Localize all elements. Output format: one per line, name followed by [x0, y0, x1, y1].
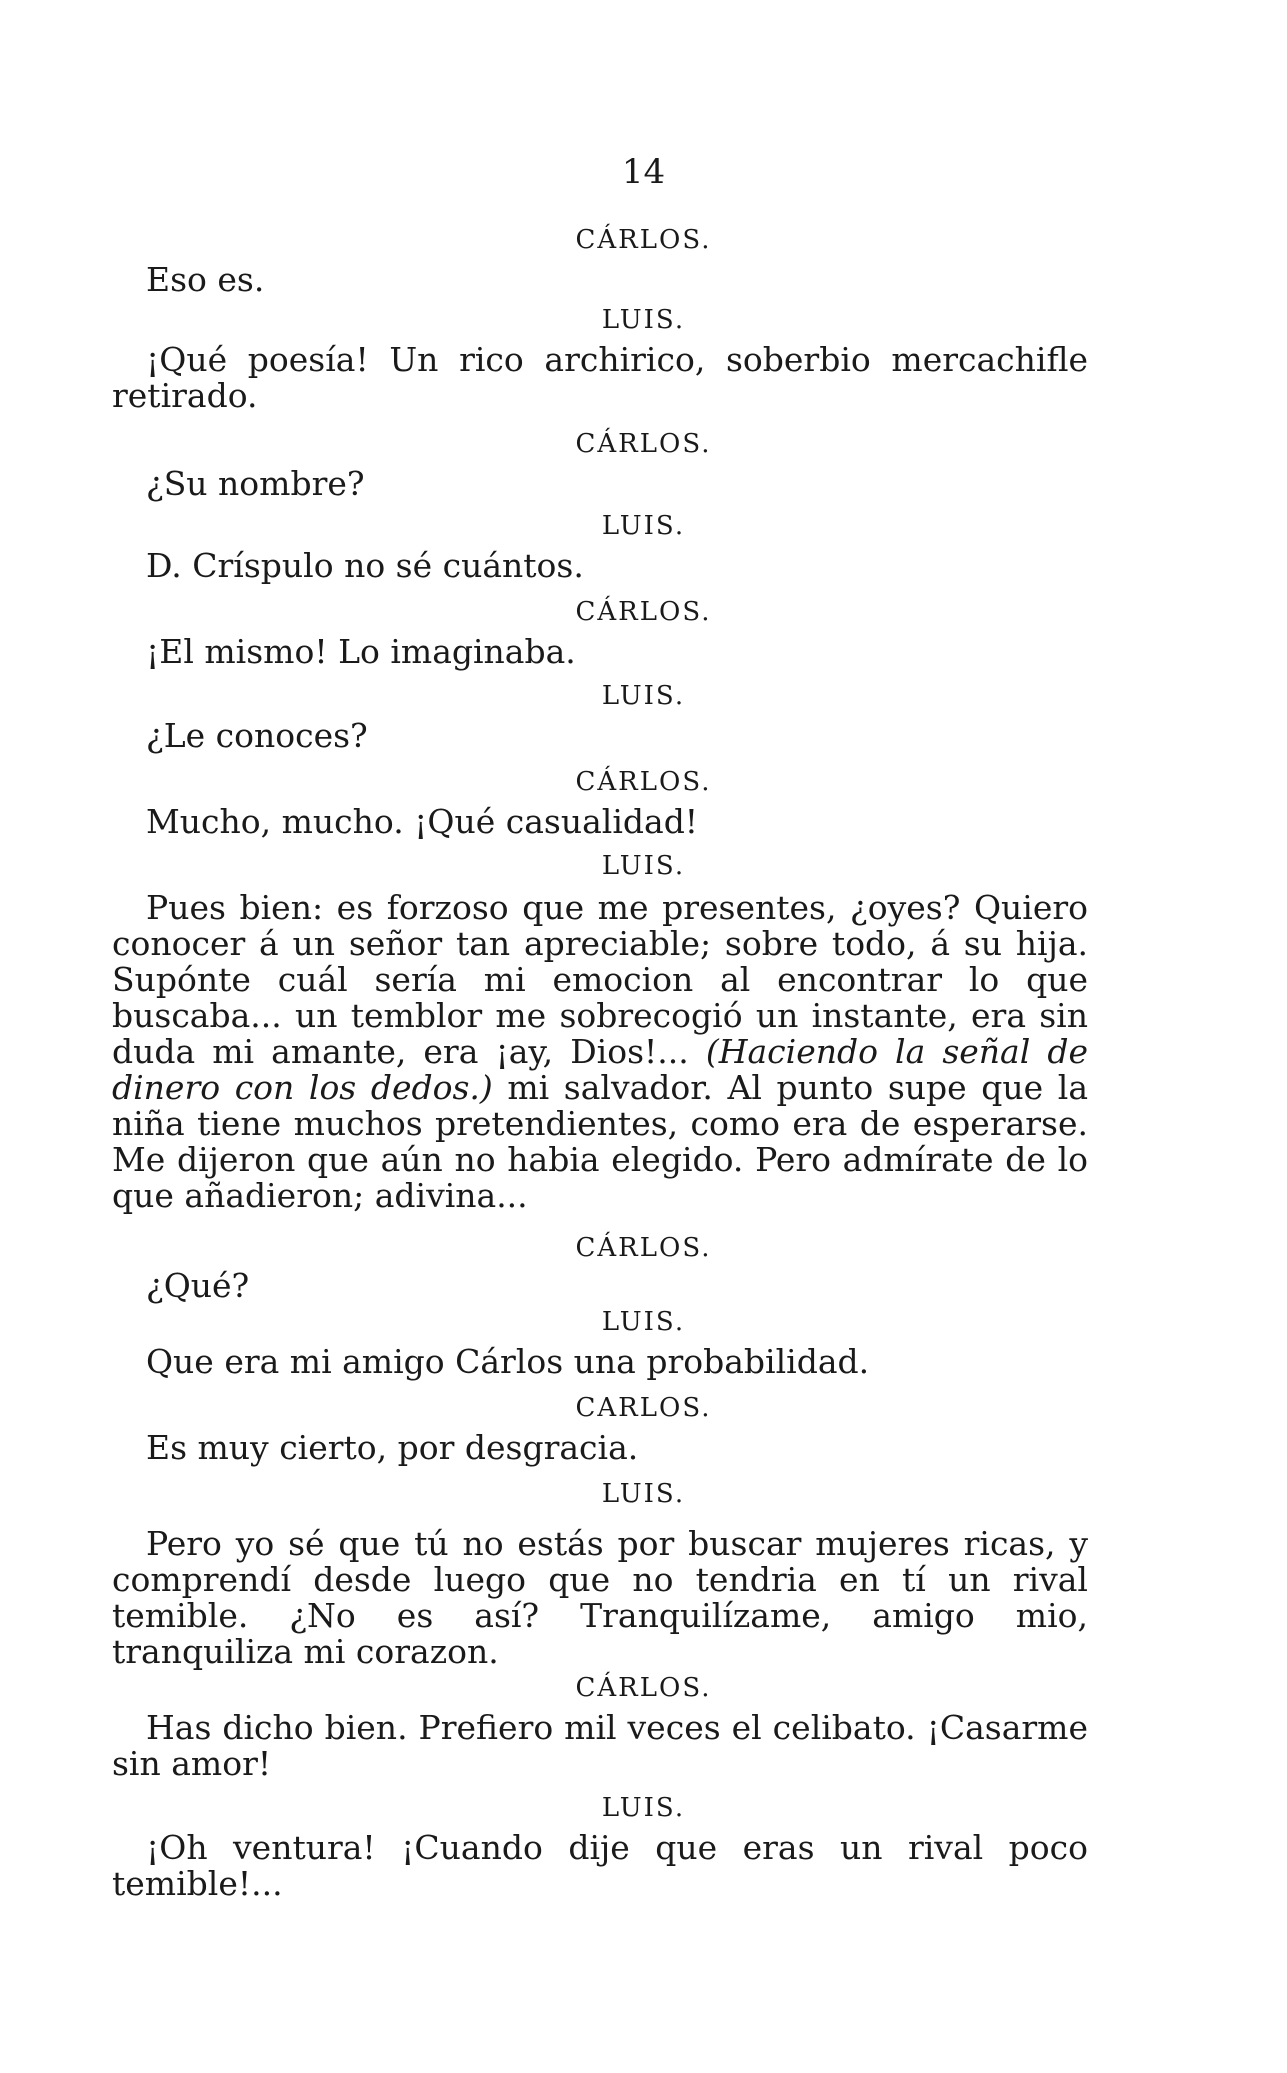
stage-direction: (Haciendo la señal de dinero con los dedos.) [112, 1032, 1088, 1107]
speech-line: ¡Qué poesía! Un rico archirico, soberbio mercachifle retirado. [112, 340, 1088, 415]
speech-paragraph: ¡Oh ventura! ¡Cuando dije que eras un rival poco temible!... [112, 1828, 1088, 1903]
speaker-label: LUIS. [601, 1307, 686, 1337]
speech-line: ¿Le conoces? [146, 716, 368, 755]
speaker-label: LUIS. [601, 851, 686, 881]
speech-paragraph: Has dicho bien. Prefiero mil veces el celibato. ¡Casarme sin amor! [112, 1708, 1088, 1783]
speaker-label: CÁRLOS. [575, 225, 712, 255]
speech-line: Eso es. [146, 260, 265, 299]
speaker-label: CÁRLOS. [575, 597, 712, 627]
speech-paragraph: Pero yo sé que tú no estás por buscar mujeres ricas, y comprendí desde luego que no tendria en tí un rival temible. ¿No es así? Tranquilízame, amigo mio, tranquiliza mi corazon. [112, 1524, 1088, 1671]
speech-line: D. Críspulo no sé cuántos. [146, 546, 584, 585]
speaker-label: CÁRLOS. [575, 767, 712, 797]
speaker-label: LUIS. [601, 1793, 686, 1823]
speech-line: Es muy cierto, por desgracia. [146, 1428, 639, 1467]
speaker-label: CARLOS. [575, 1393, 712, 1423]
speaker-label: CÁRLOS. [575, 1233, 712, 1263]
page-number: 14 [621, 152, 666, 192]
speaker-label: LUIS. [601, 1479, 686, 1509]
speech-text: mi salvador. Al punto supe que la niña tiene muchos pretendientes, como era de esperarse. Me dijeron que aún no habia elegido. Pero admírate de lo que añadieron; adivina... [112, 1068, 1088, 1215]
speech-line: ¡El mismo! Lo imaginaba. [146, 632, 576, 671]
speech-line: Mucho, mucho. ¡Qué casualidad! [146, 802, 699, 841]
speaker-label: CÁRLOS. [575, 1673, 712, 1703]
speech-text: Pues bien: es forzoso que me presentes, ¿oyes? Quiero conocer á un señor tan apreciable; sobre todo, á su hija. Supónte cuál sería mi emocion al encontrar lo que buscaba... un temblor me sobrecogió un instante, era sin duda mi amante, era ¡ay, Dios!... [112, 888, 1088, 1071]
speech-line: ¿Qué? [146, 1266, 250, 1305]
speech-line: ¿Su nombre? [146, 464, 365, 503]
speaker-label: LUIS. [601, 305, 686, 335]
speaker-label: LUIS. [601, 511, 686, 541]
speaker-label: LUIS. [601, 681, 686, 711]
speech-line: Que era mi amigo Cárlos una probabilidad. [146, 1342, 870, 1381]
speaker-label: CÁRLOS. [575, 429, 712, 459]
speech-paragraph [112, 890, 1088, 1214]
